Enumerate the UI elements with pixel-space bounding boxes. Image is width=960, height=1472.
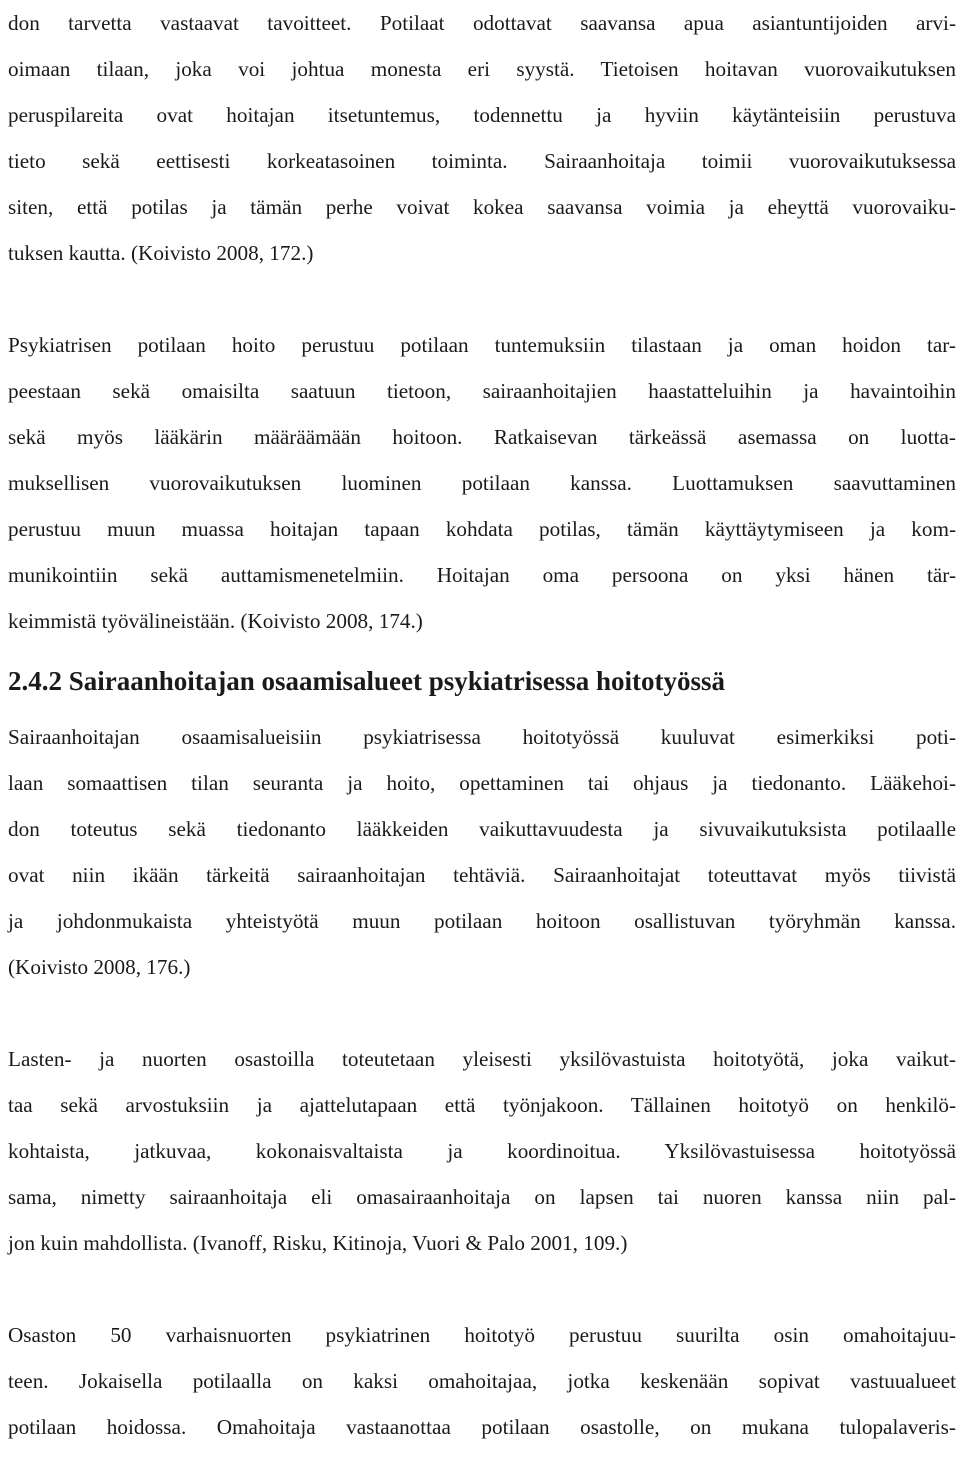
text-line: don tarvetta vastaavat tavoitteet. Potilaat odottavat saavansa apua asiantuntijoiden arvi- [8,11,956,35]
text-line: laan somaattisen tilan seuranta ja hoito, opettaminen tai ohjaus ja tiedonanto. Lääkehoi- [8,771,956,795]
text-line: potilaan hoidossa. Omahoitaja vastaanottaa potilaan osastolle, on mukana tulopalaveris- [8,1415,956,1439]
text-line: taa sekä arvostuksiin ja ajattelutapaan että työnjakoon. Tällainen hoitotyö on henkilö- [8,1093,956,1117]
document-page [8,0,956,1450]
section-heading: 2.4.2 Sairaanhoitajan osaamisalueet psykiatrisessa hoitotyössä [8,666,726,696]
paragraph-1 [8,0,956,276]
text-line: peestaan sekä omaisilta saatuun tietoon, sairaanhoitajien haastatteluihin ja havaintoihin [8,379,956,403]
text-line: keimmistä työvälineistään. (Koivisto 2008, 174.) [8,609,423,633]
text-line: tuksen kautta. (Koivisto 2008, 172.) [8,241,314,265]
paragraph-2 [8,322,956,644]
text-line: munikointiin sekä auttamismenetelmiin. Hoitajan oma persoona on yksi hänen tär- [8,563,956,587]
text-line: (Koivisto 2008, 176.) [8,955,191,979]
paragraph-3 [8,714,956,990]
text-line: peruspilareita ovat hoitajan itsetuntemus, todennettu ja hyviin käytänteisiin perustuva [8,103,956,127]
text-line: Osaston 50 varhaisnuorten psykiatrinen hoitotyö perustuu suurilta osin omahoitajuu- [8,1323,956,1347]
text-line: ovat niin ikään tärkeitä sairaanhoitajan tehtäviä. Sairaanhoitajat toteuttavat myös tiivistä [8,863,956,887]
text-line: jon kuin mahdollista. (Ivanoff, Risku, Kitinoja, Vuori & Palo 2001, 109.) [8,1231,628,1255]
paragraph-4 [8,1036,956,1266]
text-line: oimaan tilaan, joka voi johtua monesta eri syystä. Tietoisen hoitavan vuorovaikutuksen [8,57,956,81]
text-line: siten, että potilas ja tämän perhe voivat kokea saavansa voimia ja eheyttä vuorovaiku- [8,195,956,219]
text-line: muksellisen vuorovaikutuksen luominen potilaan kanssa. Luottamuksen saavuttaminen [8,471,956,495]
paragraph-gap [8,990,956,1036]
paragraph-gap [8,276,956,322]
text-line: teen. Jokaisella potilaalla on kaksi omahoitajaa, jotka keskenään sopivat vastuualueet [8,1369,956,1393]
paragraph-5 [8,1312,956,1450]
text-line: Sairaanhoitajan osaamisalueisiin psykiatrisessa hoitotyössä kuuluvat esimerkiksi poti- [8,725,956,749]
text-line: sama, nimetty sairaanhoitaja eli omasairaanhoitaja on lapsen tai nuoren kanssa niin pal- [8,1185,956,1209]
text-line: perustuu muun muassa hoitajan tapaan kohdata potilas, tämän käyttäytymiseen ja kom- [8,517,956,541]
text-line: ja johdonmukaista yhteistyötä muun potilaan hoitoon osallistuvan työryhmän kanssa. [8,909,956,933]
text-line: tieto sekä eettisesti korkeatasoinen toiminta. Sairaanhoitaja toimii vuorovaikutuksessa [8,149,956,173]
text-line: sekä myös lääkärin määräämään hoitoon. Ratkaisevan tärkeässä asemassa on luotta- [8,425,956,449]
paragraph-gap [8,1266,956,1312]
text-line: Psykiatrisen potilaan hoito perustuu potilaan tuntemuksiin tilastaan ja oman hoidon tar- [8,333,956,357]
text-line: kohtaista, jatkuvaa, kokonaisvaltaista ja koordinoitua. Yksilövastuisessa hoitotyössä [8,1139,956,1163]
text-line: Lasten- ja nuorten osastoilla toteutetaan yleisesti yksilövastuista hoitotyötä, joka vaikut- [8,1047,956,1071]
text-line: don toteutus sekä tiedonanto lääkkeiden vaikuttavuudesta ja sivuvaikutuksista potilaalle [8,817,956,841]
